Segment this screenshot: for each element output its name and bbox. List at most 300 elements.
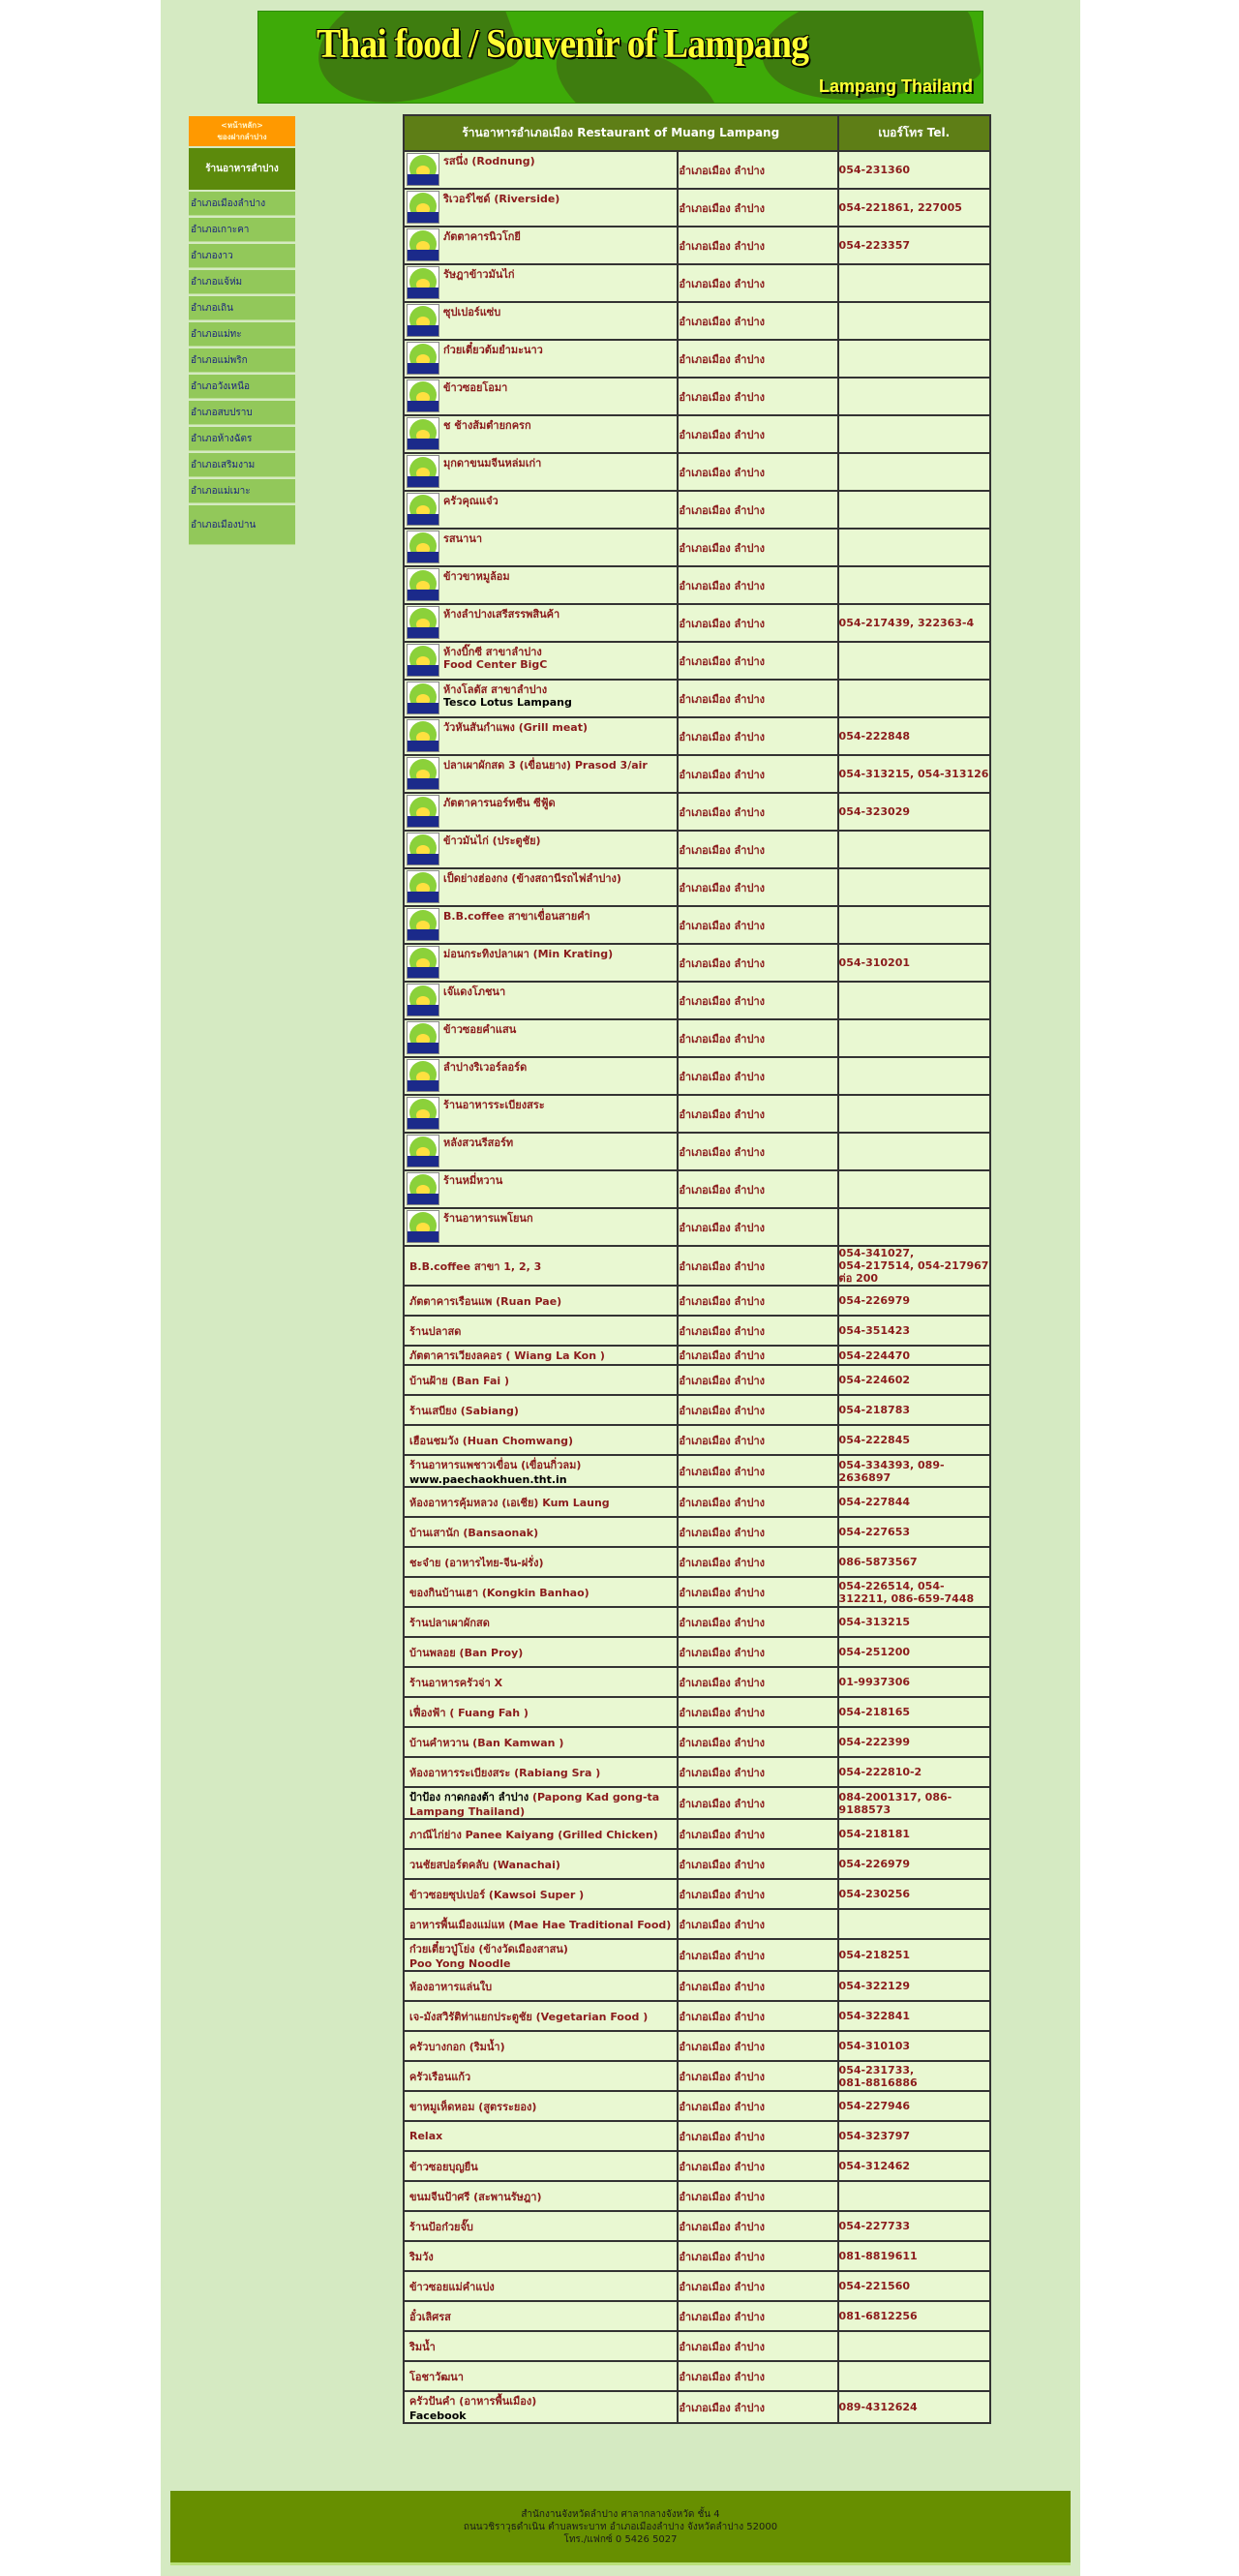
phone-cell: [838, 453, 990, 491]
phone-cell: [838, 1095, 990, 1133]
table-row: [404, 1316, 990, 1346]
restaurant-name: ร้านหมี่หวาน: [443, 1174, 503, 1187]
restaurant-name: รสนึ่ง (Rodnung): [443, 155, 535, 167]
phone-cell: 086-5873567: [838, 1547, 990, 1577]
district-cell: อำเภอเมือง ลำปาง: [678, 680, 837, 717]
sidebar-item[interactable]: อำเภอเมืองปาน: [189, 505, 295, 545]
restaurant-name-cell: [404, 2091, 678, 2121]
phone-cell: [838, 491, 990, 529]
table-row: [404, 2061, 990, 2091]
restaurant-name: B.B.coffee สาขาเขื่อนสายคำ: [443, 910, 590, 923]
restaurant-name-cell: [404, 2031, 678, 2061]
table-row: [404, 2361, 990, 2391]
header-restaurant: ร้านอาหารอำเภอเมือง Restaurant of Muang Lampang: [404, 115, 838, 151]
restaurant-name-cell: [404, 1697, 678, 1727]
phone-cell: [838, 2181, 990, 2211]
phone-cell: 054-222399: [838, 1727, 990, 1757]
lampang-seal-icon: [407, 568, 439, 601]
table-row: [404, 793, 990, 831]
table-row: [404, 1577, 990, 1607]
table-row: [404, 2271, 990, 2301]
restaurant-name: Relax: [409, 2130, 443, 2142]
district-cell: อำเภอเมือง ลำปาง: [678, 2331, 837, 2361]
sidebar-item[interactable]: อำเภองาว: [189, 244, 295, 268]
restaurant-name: ชะจ๋าย (อาหารไทย-จีน-ฝรั่ง): [409, 1556, 544, 1569]
sidebar-item[interactable]: อำเภอเสริมงาม: [189, 453, 295, 477]
phone-cell: 081-8819611: [838, 2241, 990, 2271]
phone-cell: 054-322129: [838, 1971, 990, 2001]
phone-cell: [838, 680, 990, 717]
district-cell: อำเภอเมือง ลำปาง: [678, 2391, 837, 2423]
lampang-seal-icon: [407, 228, 439, 261]
table-row: [404, 868, 990, 906]
table-row: [404, 1517, 990, 1547]
table-row: [404, 1849, 990, 1879]
phone-cell: 054-217439, 322363-4: [838, 604, 990, 642]
lampang-seal-icon: [407, 795, 439, 828]
lampang-seal-icon: [407, 455, 439, 488]
lampang-seal-icon: [407, 1210, 439, 1243]
district-cell: อำเภอเมือง ลำปาง: [678, 189, 837, 227]
district-cell: อำเภอเมือง ลำปาง: [678, 2301, 837, 2331]
restaurant-name-cell: [404, 1547, 678, 1577]
site-banner: [257, 11, 983, 104]
phone-cell: [838, 642, 990, 680]
restaurant-name-cell: [404, 680, 678, 717]
district-cell: อำเภอเมือง ลำปาง: [678, 2181, 837, 2211]
footer-phone: โทร./แฟกซ์ 0 5426 5027: [563, 2534, 678, 2545]
sidebar-item[interactable]: อำเภอวังเหนือ: [189, 375, 295, 399]
restaurant-name: ของกินบ้านเฮา (Kongkin Banhao): [409, 1586, 589, 1599]
phone-cell: 054-218783: [838, 1395, 990, 1425]
district-cell: อำเภอเมือง ลำปาง: [678, 1057, 837, 1095]
table-row: [404, 1246, 990, 1286]
restaurant-name: ข้าวซอยซุปเปอร์ (Kawsoi Super ): [409, 1888, 585, 1901]
restaurant-name: ร้านเสบียง (Sabiang): [409, 1404, 519, 1417]
header-phone: เบอร์โทร Tel.: [838, 115, 990, 151]
district-cell: อำเภอเมือง ลำปาง: [678, 2271, 837, 2301]
restaurant-name: ร้านอาหารระเบียงสระ: [443, 1099, 545, 1111]
restaurant-name-cell: [404, 1286, 678, 1316]
lampang-seal-icon: [407, 1097, 439, 1130]
table-row: [404, 2091, 990, 2121]
phone-cell: 054-231360: [838, 151, 990, 189]
restaurant-name: บ้านคำหวาน (Ban Kamwan ): [409, 1736, 564, 1749]
district-cell: อำเภอเมือง ลำปาง: [678, 1909, 837, 1939]
table-row: [404, 1170, 990, 1208]
restaurant-name: ห้องอาหารแล่นใบ: [409, 1980, 493, 1993]
restaurant-name: ร้านปลาเผาผักสด: [409, 1616, 490, 1629]
restaurant-name-cell: [404, 642, 678, 680]
restaurant-name-cell: [404, 793, 678, 831]
phone-cell: 089-4312624: [838, 2391, 990, 2423]
phone-cell: [838, 1909, 990, 1939]
restaurant-name: ภัตตาคารเวียงลคอร ( Wiang La Kon ): [409, 1349, 605, 1362]
district-cell: อำเภอเมือง ลำปาง: [678, 264, 837, 302]
restaurant-name: B.B.coffee สาขา 1, 2, 3: [409, 1259, 542, 1273]
restaurant-name-cell: [404, 2331, 678, 2361]
table-header-row: [404, 115, 990, 151]
phone-cell: 054-227733: [838, 2211, 990, 2241]
table-row: [404, 1133, 990, 1170]
restaurant-name-cell: [404, 1208, 678, 1246]
district-cell: อำเภอเมือง ลำปาง: [678, 1819, 837, 1849]
footer-address-line1: สำนักงานจังหวัดลำปาง ศาลากลางจังหวัด ชั้น 4: [521, 2509, 720, 2520]
restaurant-name: มุกดาขนมจีนหล่มเก่า: [443, 457, 542, 470]
table-row: [404, 1286, 990, 1316]
district-cell: อำเภอเมือง ลำปาง: [678, 1133, 837, 1170]
phone-cell: 054-231733, 081-8816886: [838, 2061, 990, 2091]
restaurant-name: ริมน้ำ: [409, 2340, 436, 2353]
phone-cell: 054-218165: [838, 1697, 990, 1727]
lampang-seal-icon: [407, 1135, 439, 1167]
lampang-seal-icon: [407, 1021, 439, 1054]
table-row: [404, 1879, 990, 1909]
restaurant-name: ข้าวซอยบุญยืน: [409, 2160, 478, 2173]
district-cell: อำเภอเมือง ลำปาง: [678, 415, 837, 453]
restaurant-name-cell: [404, 755, 678, 793]
restaurant-name-cell: [404, 189, 678, 227]
table-row: [404, 2331, 990, 2361]
lampang-seal-icon: [407, 530, 439, 563]
restaurant-name-cell: [404, 1607, 678, 1637]
restaurant-name: ริเวอร์ไซด์ (Riverside): [443, 193, 560, 205]
lampang-seal-icon: [407, 908, 439, 941]
restaurant-name-cell: [404, 1346, 678, 1365]
table-row: [404, 2301, 990, 2331]
sidebar-item[interactable]: อำเภอแม่เมาะ: [189, 479, 295, 503]
restaurant-name: ครัวบางกอก (ริมน้ำ): [409, 2040, 505, 2053]
restaurant-name-cell: [404, 2391, 678, 2423]
district-cell: อำเภอเมือง ลำปาง: [678, 1727, 837, 1757]
sidebar-item[interactable]: อำเภอเมืองลำปาง: [189, 192, 295, 216]
restaurant-name-cell: [404, 1246, 678, 1286]
restaurant-name: ภาณีไก่ย่าง Panee Kaiyang (Grilled Chicken): [409, 1828, 658, 1841]
table-row: [404, 717, 990, 755]
district-cell: อำเภอเมือง ลำปาง: [678, 2121, 837, 2151]
table-row: [404, 2181, 990, 2211]
table-row: [404, 1697, 990, 1727]
district-cell: อำเภอเมือง ลำปาง: [678, 982, 837, 1019]
restaurant-subtitle: Poo Yong Noodle: [409, 1957, 511, 1970]
restaurant-name: ห้องอาหารคุ้มหลวง (เอเชีย) Kum Laung: [409, 1496, 610, 1509]
lampang-seal-icon: [407, 682, 439, 714]
lampang-seal-icon: [407, 1172, 439, 1205]
phone-cell: 054-223357: [838, 227, 990, 264]
table-row: [404, 1365, 990, 1395]
district-cell: อำเภอเมือง ลำปาง: [678, 2211, 837, 2241]
restaurant-name: ภัตตาคารเรือนแพ (Ruan Pae): [409, 1294, 562, 1308]
restaurant-name-cell: [404, 151, 678, 189]
restaurant-name-cell: [404, 2061, 678, 2091]
table-row: [404, 1939, 990, 1971]
restaurant-name-cell: [404, 1637, 678, 1667]
lampang-seal-icon: [407, 719, 439, 752]
restaurant-name-cell: [404, 1365, 678, 1395]
lampang-seal-icon: [407, 984, 439, 1016]
restaurant-name: ครัวคุณแจ๋ว: [443, 495, 499, 507]
phone-cell: [838, 378, 990, 415]
restaurant-name-cell: [404, 982, 678, 1019]
phone-cell: 054-312462: [838, 2151, 990, 2181]
restaurant-name-cell: [404, 1819, 678, 1849]
table-row: [404, 1971, 990, 2001]
district-cell: อำเภอเมือง ลำปาง: [678, 1757, 837, 1787]
district-cell: อำเภอเมือง ลำปาง: [678, 1316, 837, 1346]
table-row: [404, 1455, 990, 1487]
restaurant-name: ข้าวซอยแม่คำแปง: [409, 2280, 495, 2293]
phone-cell: 054-222810-2: [838, 1757, 990, 1787]
table-row: [404, 2391, 990, 2423]
lampang-seal-icon: [407, 644, 439, 677]
lampang-seal-icon: [407, 606, 439, 639]
restaurant-name: ห้องอาหารระเบียงสระ (Rabiang Sra ): [409, 1766, 601, 1779]
table-row: [404, 1346, 990, 1365]
restaurant-name: เจ-มังสวิรัติท่าแยกประตูชัย (Vegetarian Food ): [409, 2010, 649, 2023]
restaurant-name: ข้าวมันไก่ (ประตูชัย): [443, 834, 541, 847]
restaurant-name: โอชาวัฒนา: [409, 2370, 464, 2383]
phone-cell: [838, 982, 990, 1019]
district-cell: อำเภอเมือง ลำปาง: [678, 1208, 837, 1246]
district-cell: อำเภอเมือง ลำปาง: [678, 793, 837, 831]
restaurant-name-cell: [404, 2301, 678, 2331]
phone-cell: [838, 906, 990, 944]
restaurant-name-cell: [404, 1787, 678, 1819]
phone-cell: [838, 1170, 990, 1208]
table-row: [404, 529, 990, 566]
restaurant-name: ปลาเผาผักสด 3 (เขื่อนยาง) Prasod 3/air: [443, 759, 648, 772]
restaurant-name: ร้านอาหารแพชาวเขื่อน (เขื่อนกิ่วลม): [409, 1459, 582, 1471]
restaurant-name: ข้าวขาหมูล้อม: [443, 570, 510, 583]
phone-cell: 054-323029: [838, 793, 990, 831]
restaurant-name-cell: [404, 1019, 678, 1057]
phone-cell: [838, 2331, 990, 2361]
restaurant-name: เจ๊แดงโภชนา: [443, 985, 506, 998]
district-cell: อำเภอเมือง ลำปาง: [678, 2361, 837, 2391]
restaurant-name-cell: [404, 2271, 678, 2301]
restaurant-name-cell: [404, 2121, 678, 2151]
phone-cell: 054-313215: [838, 1607, 990, 1637]
district-cell: อำเภอเมือง ลำปาง: [678, 1170, 837, 1208]
restaurant-name-cell: [404, 1133, 678, 1170]
restaurant-name: ร้านปลาสด: [409, 1324, 462, 1338]
restaurant-name-cell: [404, 717, 678, 755]
phone-cell: 054-218181: [838, 1819, 990, 1849]
lampang-seal-icon: [407, 417, 439, 450]
phone-cell: 054-310103: [838, 2031, 990, 2061]
table-row: [404, 340, 990, 378]
table-row: [404, 1095, 990, 1133]
phone-cell: 054-351423: [838, 1316, 990, 1346]
table-row: [404, 453, 990, 491]
table-row: [404, 378, 990, 415]
phone-cell: 054-341027, 054-217514, 054-217967 ต่อ 200: [838, 1247, 989, 1285]
table-row: [404, 1425, 990, 1455]
restaurant-name-cell: [404, 1057, 678, 1095]
phone-cell: [838, 340, 990, 378]
footer-address-line2: ถนนวชิราวุธดำเนิน ตำบลพระบาท อำเภอเมืองลำปาง จังหวัดลำปาง 52000: [463, 2522, 778, 2532]
restaurant-name: ภัตตาคารนิวโกยี: [443, 230, 521, 243]
district-cell: อำเภอเมือง ลำปาง: [678, 1425, 837, 1455]
district-cell: อำเภอเมือง ลำปาง: [678, 1667, 837, 1697]
table-row: [404, 1909, 990, 1939]
phone-cell: 054-221560: [838, 2271, 990, 2301]
restaurant-name-cell: [404, 1095, 678, 1133]
restaurant-name-cell: [404, 1577, 678, 1607]
lampang-seal-icon: [407, 342, 439, 375]
restaurant-name: เป็ดย่างฮ่องกง (ข้างสถานีรถไฟลำปาง): [443, 872, 621, 885]
table-row: [404, 302, 990, 340]
sidebar-heading[interactable]: ร้านอาหารลำปาง: [189, 148, 295, 190]
table-row: [404, 189, 990, 227]
restaurant-name-cell: [404, 453, 678, 491]
district-cell: อำเภอเมือง ลำปาง: [678, 227, 837, 264]
sidebar-item[interactable]: อำเภอเถิน: [189, 296, 295, 320]
sidebar-item[interactable]: อำเภอเกาะคา: [189, 218, 295, 242]
district-cell: อำเภอเมือง ลำปาง: [678, 566, 837, 604]
restaurant-name: ขาหมูเห็ดหอม (สูตรระยอง): [409, 2100, 537, 2113]
phone-cell: [838, 566, 990, 604]
phone-cell: 054-323797: [838, 2121, 990, 2151]
district-cell: อำเภอเมือง ลำปาง: [678, 2241, 837, 2271]
phone-cell: [838, 831, 990, 868]
restaurant-name: ห้างบิ๊กซี สาขาลำปาง: [443, 646, 542, 658]
restaurant-name-cell: [404, 1425, 678, 1455]
table-row: [404, 1607, 990, 1637]
restaurant-name-cell: [404, 302, 678, 340]
phone-cell: [838, 529, 990, 566]
restaurant-name: บ้านฝ้าย (Ban Fai ): [409, 1374, 509, 1387]
restaurant-name-cell: [404, 906, 678, 944]
district-cell: อำเภอเมือง ลำปาง: [678, 453, 837, 491]
lampang-seal-icon: [407, 870, 439, 903]
restaurant-name-cell: [404, 1667, 678, 1697]
restaurant-name: ร้านอาหารครัวจ่า X: [409, 1676, 503, 1689]
phone-cell: 054-226514, 054-312211, 086-659-7448: [838, 1577, 990, 1607]
phone-cell: [838, 1019, 990, 1057]
phone-cell: 054-227653: [838, 1517, 990, 1547]
table-row: [404, 227, 990, 264]
phone-cell: [838, 302, 990, 340]
table-row: [404, 415, 990, 453]
restaurant-subtitle: Facebook: [409, 2409, 467, 2422]
table-row: [404, 1395, 990, 1425]
restaurant-name-cell: [404, 566, 678, 604]
sidebar-item[interactable]: อำเภอสบปราบ: [189, 401, 295, 425]
phone-cell: 054-334393, 089-2636897: [838, 1455, 990, 1487]
phone-cell: 054-230256: [838, 1879, 990, 1909]
phone-cell: [838, 1133, 990, 1170]
restaurant-name: รสนานา: [443, 532, 483, 545]
restaurant-name-cell: [404, 868, 678, 906]
banner-subtitle: Lampang Thailand: [818, 76, 973, 96]
district-cell: อำเภอเมือง ลำปาง: [678, 868, 837, 906]
lampang-seal-icon: [407, 757, 439, 790]
table-row: [404, 566, 990, 604]
restaurant-name: ซุปเปอร์แซ่บ: [443, 306, 501, 318]
restaurant-name-cell: [404, 1395, 678, 1425]
table-row: [404, 982, 990, 1019]
table-row: [404, 2151, 990, 2181]
table-row: [404, 1667, 990, 1697]
phone-cell: 084-2001317, 086-9188573: [838, 1787, 990, 1819]
restaurant-name: ข้าวซอยคำแสน: [443, 1023, 517, 1036]
restaurant-name: ครัวเรือนแก้ว: [409, 2070, 471, 2083]
phone-cell: 054-218251: [838, 1939, 990, 1971]
restaurant-name: ครัวปันคำ (อาหารพื้นเมือง): [409, 2395, 537, 2408]
district-cell: อำเภอเมือง ลำปาง: [678, 717, 837, 755]
district-cell: อำเภอเมือง ลำปาง: [678, 1395, 837, 1425]
restaurant-name-cell: [404, 944, 678, 982]
district-cell: อำเภอเมือง ลำปาง: [678, 1547, 837, 1577]
restaurant-name: บ้านเสานัก (Bansaonak): [409, 1526, 539, 1539]
phone-cell: 081-6812256: [838, 2301, 990, 2331]
district-cell: อำเภอเมือง ลำปาง: [678, 1607, 837, 1637]
phone-cell: 054-310201: [838, 944, 990, 982]
restaurant-name: ก๋วยเตี๋ยวต้มยำมะนาว: [443, 344, 543, 356]
restaurant-subtitle: www.paechaokhuen.tht.in: [409, 1473, 567, 1486]
table-row: [404, 1019, 990, 1057]
banner-title: Thai food / Souvenir of Lampang: [317, 22, 809, 67]
sidebar-item[interactable]: อำเภอแม่พริก: [189, 349, 295, 373]
restaurant-name: หลังสวนรีสอร์ท: [443, 1136, 514, 1149]
restaurant-name: เฮือนชมวัง (Huan Chomwang): [409, 1434, 574, 1447]
phone-cell: [838, 264, 990, 302]
table-row: [404, 491, 990, 529]
lampang-seal-icon: [407, 379, 439, 412]
district-cell: อำเภอเมือง ลำปาง: [678, 1971, 837, 2001]
sidebar-nav: [189, 116, 295, 547]
district-cell: อำเภอเมือง ลำปาง: [678, 2091, 837, 2121]
district-cell: อำเภอเมือง ลำปาง: [678, 529, 837, 566]
lampang-seal-icon: [407, 946, 439, 979]
table-row: [404, 1787, 990, 1819]
restaurant-name-cell: [404, 1939, 678, 1971]
footer: [170, 2491, 1071, 2565]
restaurant-name-cell: [404, 2211, 678, 2241]
restaurant-name: วัวหันสันกำแพง (Grill meat): [443, 721, 588, 734]
table-row: [404, 2121, 990, 2151]
district-cell: อำเภอเมือง ลำปาง: [678, 1879, 837, 1909]
restaurant-name: เฟื่องฟ้า ( Fuang Fah ): [409, 1706, 529, 1719]
district-cell: อำเภอเมือง ลำปาง: [678, 1939, 837, 1971]
phone-cell: 054-251200: [838, 1637, 990, 1667]
sidebar-item[interactable]: อำเภอห้างฉัตร: [189, 427, 295, 451]
phone-cell: 054-222848: [838, 717, 990, 755]
lampang-seal-icon: [407, 153, 439, 186]
table-row: [404, 151, 990, 189]
table-row: [404, 680, 990, 717]
district-cell: อำเภอเมือง ลำปาง: [678, 1346, 837, 1365]
restaurant-name: ก๋วยเตี๋ยวปู่โย่ง (ข้างวัดเมืองสาสน): [409, 1943, 568, 1955]
home-link[interactable]: [189, 116, 295, 146]
restaurant-name: ร้านป้อก๋วยจั๊บ: [409, 2220, 473, 2233]
table-row: [404, 1637, 990, 1667]
restaurant-name: อาหารพื้นเมืองแม่แห (Mae Hae Traditional Food): [409, 1918, 672, 1931]
restaurant-name-cell: [404, 1316, 678, 1346]
restaurant-name: ข้าวซอยโอมา: [443, 381, 508, 394]
restaurant-name: ม่อนกระทิงปลาเผา (Min Krating): [443, 948, 614, 960]
restaurant-name: (Papong Kad gong-ta Lampang Thailand): [409, 1791, 660, 1818]
phone-cell: 01-9937306: [838, 1667, 990, 1697]
phone-cell: 054-221861, 227005: [838, 189, 990, 227]
restaurant-subtitle: Tesco Lotus Lampang: [443, 696, 572, 709]
sidebar-item[interactable]: อำเภอแม่ทะ: [189, 322, 295, 347]
district-cell: อำเภอเมือง ลำปาง: [678, 2031, 837, 2061]
district-cell: อำเภอเมือง ลำปาง: [678, 1365, 837, 1395]
table-row: [404, 264, 990, 302]
sidebar-item[interactable]: อำเภอแจ้ห่ม: [189, 270, 295, 294]
